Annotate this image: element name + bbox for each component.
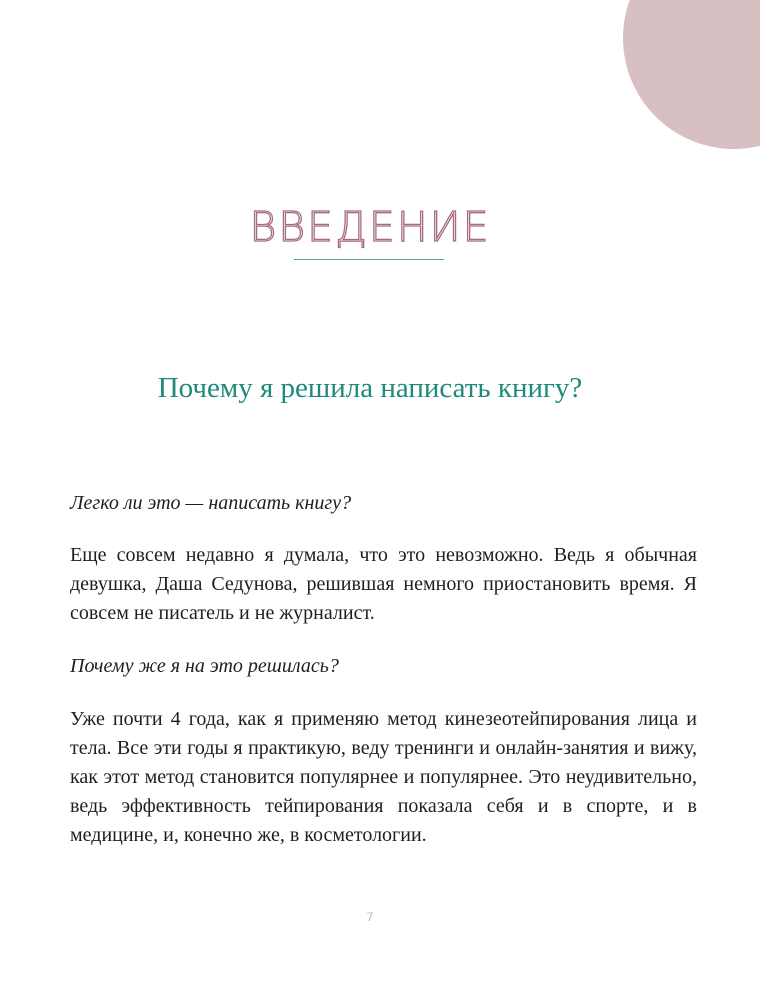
page-number: 7 bbox=[366, 910, 374, 924]
question-1: Легко ли это — написать книгу? bbox=[70, 492, 352, 514]
chapter-title: ВВЕДЕНИЕ bbox=[249, 203, 491, 251]
paragraph-2: Уже почти 4 года, как я применяю метод кинезеотейпирования лица и тела. Все эти годы я практикую, веду тренинги и онлайн-занятия и вижу, как этот метод становится популярнее и популярнее. Это неудивительно, ведь эффективность тейпирования показала себя и в спорте, и в медицине, и, конечно же, в косметологии. bbox=[70, 708, 697, 846]
section-heading: Почему я решила написать книгу? bbox=[157, 372, 583, 404]
title-underline bbox=[294, 259, 444, 260]
decorative-circle bbox=[623, 0, 760, 149]
paragraph-1: Еще совсем недавно я думала, что это невозможно. Ведь я обычная девушка, Даша Седунова, решившая немного приостановить время. Я совсем не писатель и не журналист. bbox=[70, 544, 697, 624]
question-2: Почему же я на это решилась? bbox=[70, 655, 339, 677]
